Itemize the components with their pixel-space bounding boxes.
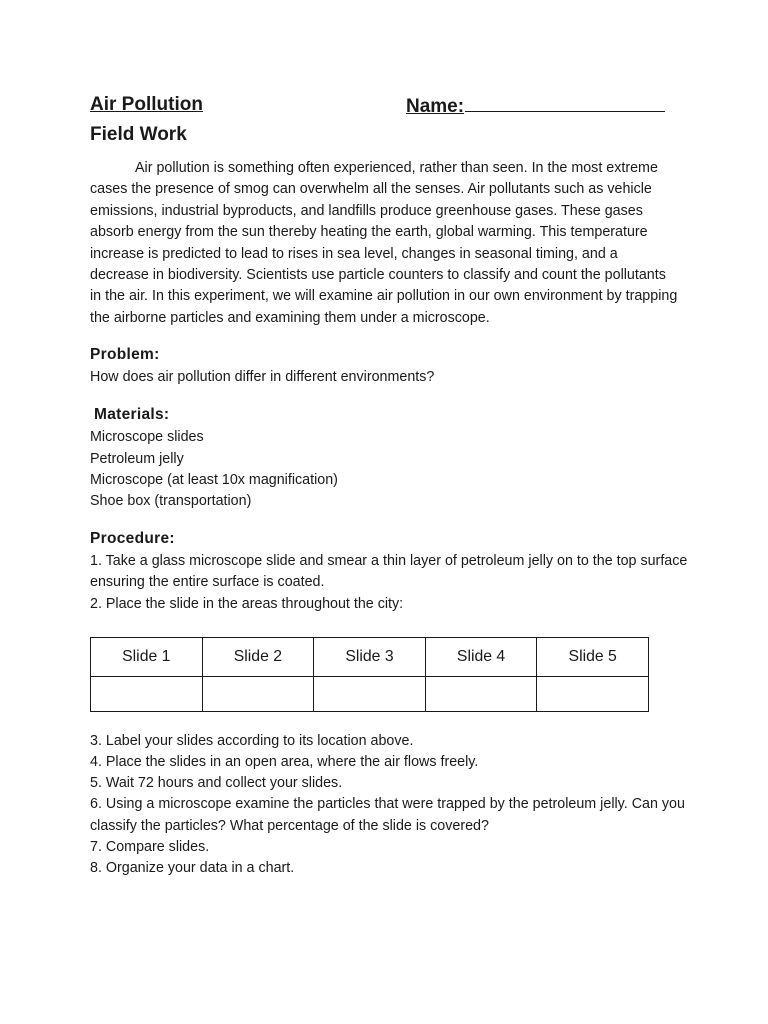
procedure-step: 4. Place the slides in an open area, where the air flows freely. xyxy=(90,754,479,771)
problem-text: How does air pollution differ in different environments? xyxy=(90,369,435,386)
name-field xyxy=(406,92,665,120)
title-row xyxy=(90,92,690,120)
procedure-step: 8. Organize your data in a chart. xyxy=(90,860,295,877)
location-cell[interactable] xyxy=(537,676,649,711)
name-label: Name: xyxy=(406,96,465,117)
table-header-cell: Slide 4 xyxy=(425,637,537,676)
intro-paragraph: Air pollution is something often experienced, rather than seen. In the most extreme cases the presence of smog can overwhelm all the senses. Air pollutants such as vehicle emissions, industrial byproducts, and landfills produce greenhouse gases. These gases absorb energy from the sun thereby heating the earth, global warming. This temperature increase is predicted to lead to rises in sea level, changes in seasonal timing, and a decrease in biodiversity. Scientists use particle counters to classify and count the pollutants in the air. In this experiment, we will examine air pollution in our own environment by trapping the airborne particles and examining them under a microscope. xyxy=(90,160,678,326)
procedure-heading: Procedure: xyxy=(90,530,175,548)
procedure-steps-before-table xyxy=(90,551,690,615)
slide-location-table xyxy=(90,637,649,712)
materials-item: Petroleum jelly xyxy=(90,450,184,467)
table-header-cell: Slide 3 xyxy=(314,637,426,676)
worksheet-page xyxy=(90,92,690,879)
problem-heading: Problem: xyxy=(90,346,160,364)
name-blank-line xyxy=(465,92,665,112)
procedure-step: 6. Using a microscope examine the particles that were trapped by the petroleum jelly. Can you classify the particles? What percentage of the slide is covered? xyxy=(90,796,685,834)
materials-heading: Materials: xyxy=(94,406,170,424)
materials-item: Microscope (at least 10x magnification) xyxy=(90,471,338,488)
page-subtitle: Field Work xyxy=(90,124,187,145)
table-row xyxy=(91,676,649,711)
procedure-step: 2. Place the slide in the areas throughout the city: xyxy=(90,595,404,612)
materials-item: Shoe box (transportation) xyxy=(90,493,252,510)
materials-item: Microscope slides xyxy=(90,429,204,446)
location-cell[interactable] xyxy=(314,676,426,711)
table-header-cell: Slide 5 xyxy=(537,637,649,676)
location-cell[interactable] xyxy=(425,676,537,711)
page-title: Air Pollution xyxy=(90,94,203,115)
location-cell[interactable] xyxy=(202,676,314,711)
materials-list xyxy=(90,427,690,512)
table-header-cell: Slide 2 xyxy=(202,637,314,676)
table-header-cell: Slide 1 xyxy=(91,637,203,676)
location-cell[interactable] xyxy=(91,676,203,711)
procedure-step: 1. Take a glass microscope slide and smear a thin layer of petroleum jelly on to the top surface ensuring the entire surface is coated. xyxy=(90,553,688,591)
procedure-step: 7. Compare slides. xyxy=(90,838,210,855)
table-header-row xyxy=(91,637,649,676)
procedure-steps-after-table xyxy=(90,731,690,879)
procedure-step: 5. Wait 72 hours and collect your slides. xyxy=(90,775,343,792)
procedure-step: 3. Label your slides according to its location above. xyxy=(90,732,414,749)
